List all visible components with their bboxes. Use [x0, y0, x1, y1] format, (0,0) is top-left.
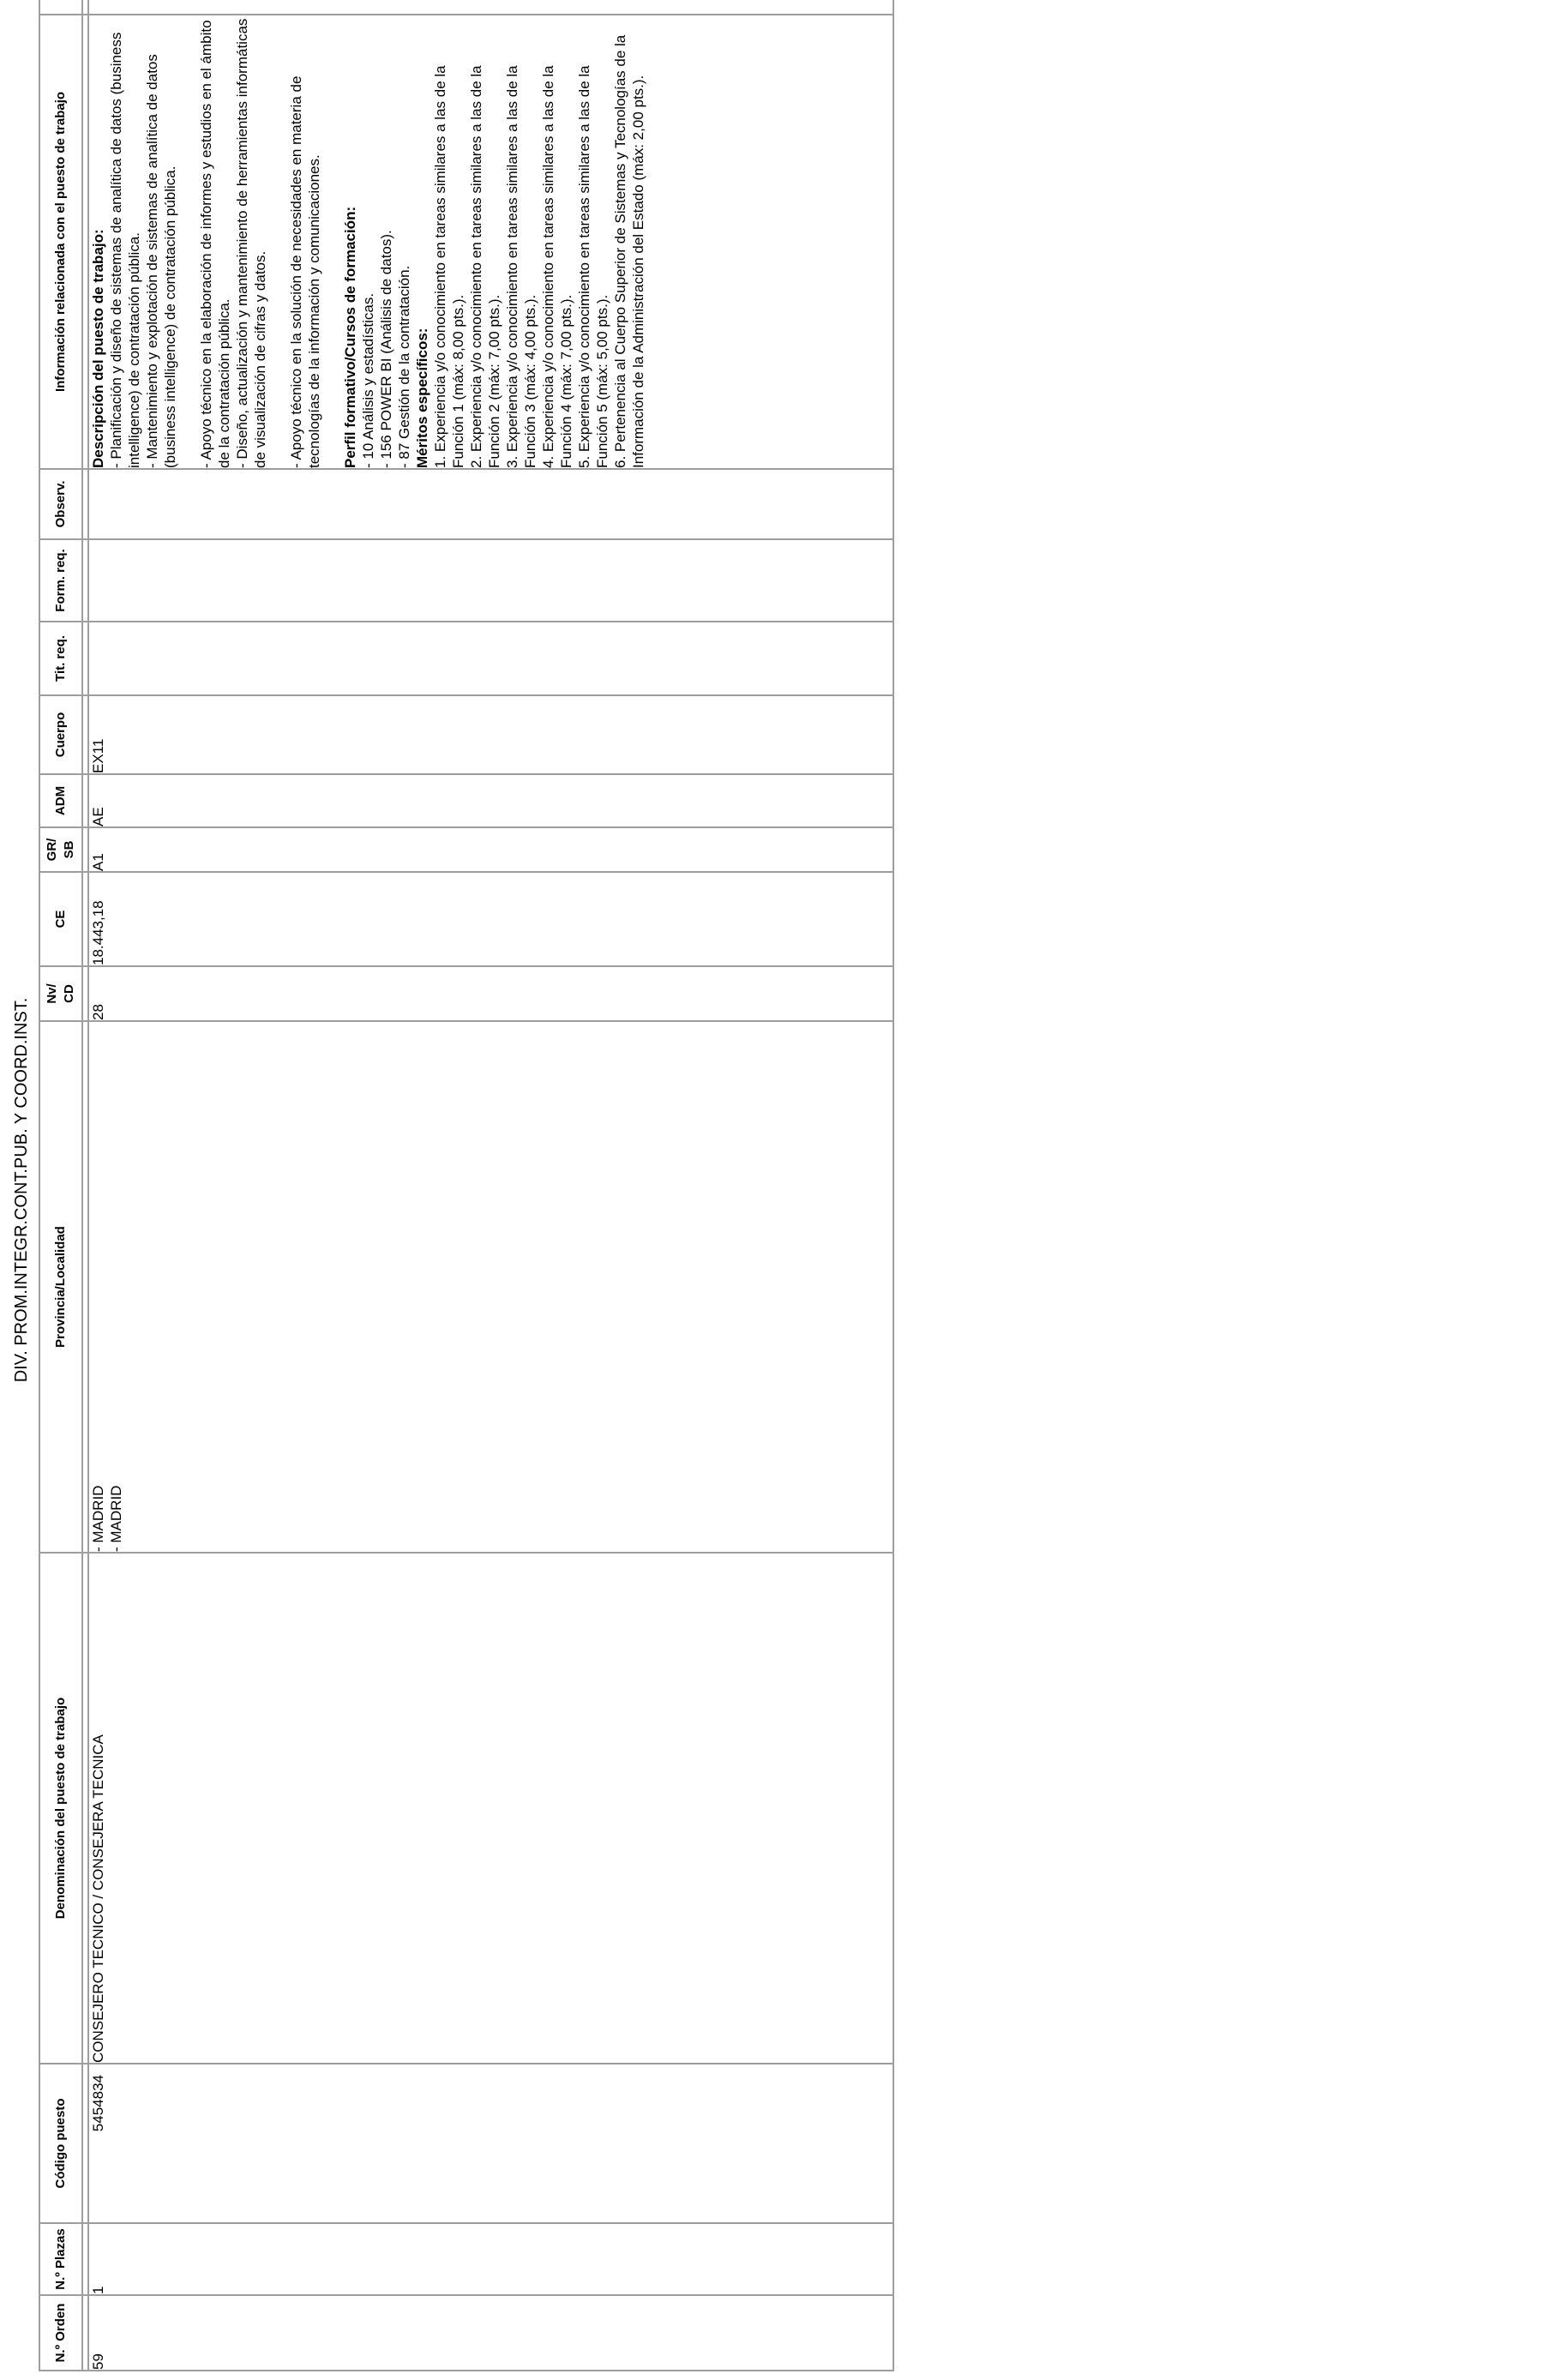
cell-ce: 18.443,18 [88, 872, 893, 966]
cell-orden: 59 [88, 2295, 893, 2371]
descripcion-item: - Apoyo técnico en la elaboración de informes y estudios en el ámbito de la contratación pública. [198, 20, 232, 468]
info-block [89, 15, 647, 468]
cell-plazas: 1 [88, 2223, 893, 2295]
cell-grupo: A1 [88, 827, 893, 872]
cell-codigo: 5454834 [88, 2064, 893, 2223]
spacer-row [82, 0, 88, 2371]
descripcion-item: - Diseño, actualización y mantenimiento de herramientas informáticas de visualización de cifras y datos. [234, 18, 268, 468]
col-formacion: Form. req. [39, 539, 82, 622]
cell-formacion [88, 539, 893, 622]
col-me [39, 0, 82, 15]
cell-info [88, 15, 893, 469]
cell-denominacion: CONSEJERO TECNICO / CONSEJERA TECNICA [88, 1553, 893, 2064]
cell-titulacion [88, 622, 893, 695]
col-grupo-top: GR/ [45, 838, 59, 862]
col-codigo: Código puesto [39, 2064, 82, 2223]
spacer [179, 15, 197, 468]
cell-me [88, 0, 893, 15]
col-provincia: Provincia/Localidad [39, 1021, 82, 1553]
job-table [39, 0, 894, 2371]
col-nivel-top: Nv/ [45, 983, 59, 1004]
col-info: Información relacionada con el puesto de trabajo [39, 15, 82, 469]
provincia-line-1: - MADRID [90, 1485, 106, 1552]
curso-item: - 10 Análisis y estadísticas. [360, 292, 376, 468]
cell-nivel: 28 [88, 966, 893, 1021]
merito-item: 2. Experiencia y/o conocimiento en tareas similares a las de la Función 2 (máx: 7,00 pts.). [468, 65, 502, 468]
header-row [39, 0, 82, 2371]
merito-item: 6. Pertenencia al Cuerpo Superior de Sistemas y Tecnologías de la Información de la Administración del Estado (máx: 2,00 pts.). [612, 34, 646, 468]
cell-adm: AE [88, 774, 893, 827]
cell-observ [88, 469, 893, 539]
col-denominacion: Denominación del puesto de trabajo [39, 1553, 82, 2064]
cell-cuerpo: EX11 [88, 695, 893, 774]
table-row [88, 0, 893, 2371]
col-orden: N.º Orden [39, 2295, 82, 2371]
descripcion-heading: Descripción del puesto de trabajo: [90, 229, 106, 468]
meritos-heading: Méritos específicos: [414, 328, 430, 468]
col-cuerpo: Cuerpo [39, 695, 82, 774]
merito-item: 4. Experiencia y/o conocimiento en tareas similares a las de la Función 4 (máx: 7,00 pts.). [540, 65, 574, 468]
col-ce: CE [39, 872, 82, 966]
col-nivel [39, 966, 82, 1021]
merito-item: 1. Experiencia y/o conocimiento en tareas similares a las de la Función 1 (máx: 8,00 pts.). [432, 65, 466, 468]
col-titulacion: Tit. req. [39, 622, 82, 695]
curso-item: - 87 Gestión de la contratación. [396, 265, 412, 468]
descripcion-item: - Apoyo técnico en la solución de necesidades en materia de tecnologías de la información y comunicaciones. [288, 75, 322, 468]
merito-item: 3. Experiencia y/o conocimiento en tareas similares a las de la Función 3 (máx: 4,00 pts.). [504, 65, 538, 468]
col-plazas: N.º Plazas [39, 2223, 82, 2295]
unit-title: DIV. PROM.INTEGR.CONT.PUB. Y COORD.INST. [12, 997, 31, 1383]
col-grupo-bottom: SB [62, 840, 76, 859]
col-observ: Observ. [39, 469, 82, 539]
descripcion-item: - Mantenimiento y explotación de sistemas de analítica de datos (business intelligence) de contratación pública. [144, 54, 178, 468]
cell-provincia [88, 1021, 893, 1553]
descripcion-item: - Planificación y diseño de sistemas de analítica de datos (business intelligence) de contratación pública. [108, 32, 142, 468]
col-grupo [39, 827, 82, 872]
spacer [269, 15, 287, 468]
col-nivel-bottom: CD [62, 984, 76, 1003]
spacer [323, 15, 341, 468]
curso-item: - 156 POWER BI (Análisis de datos). [378, 230, 394, 468]
formacion-heading: Perfil formativo/Cursos de formación: [342, 206, 358, 468]
provincia-line-2: - MADRID [108, 1485, 124, 1552]
merito-item: 5. Experiencia y/o conocimiento en tareas similares a las de la Función 5 (máx: 5,00 pts.). [576, 65, 610, 468]
col-adm: ADM [39, 774, 82, 827]
